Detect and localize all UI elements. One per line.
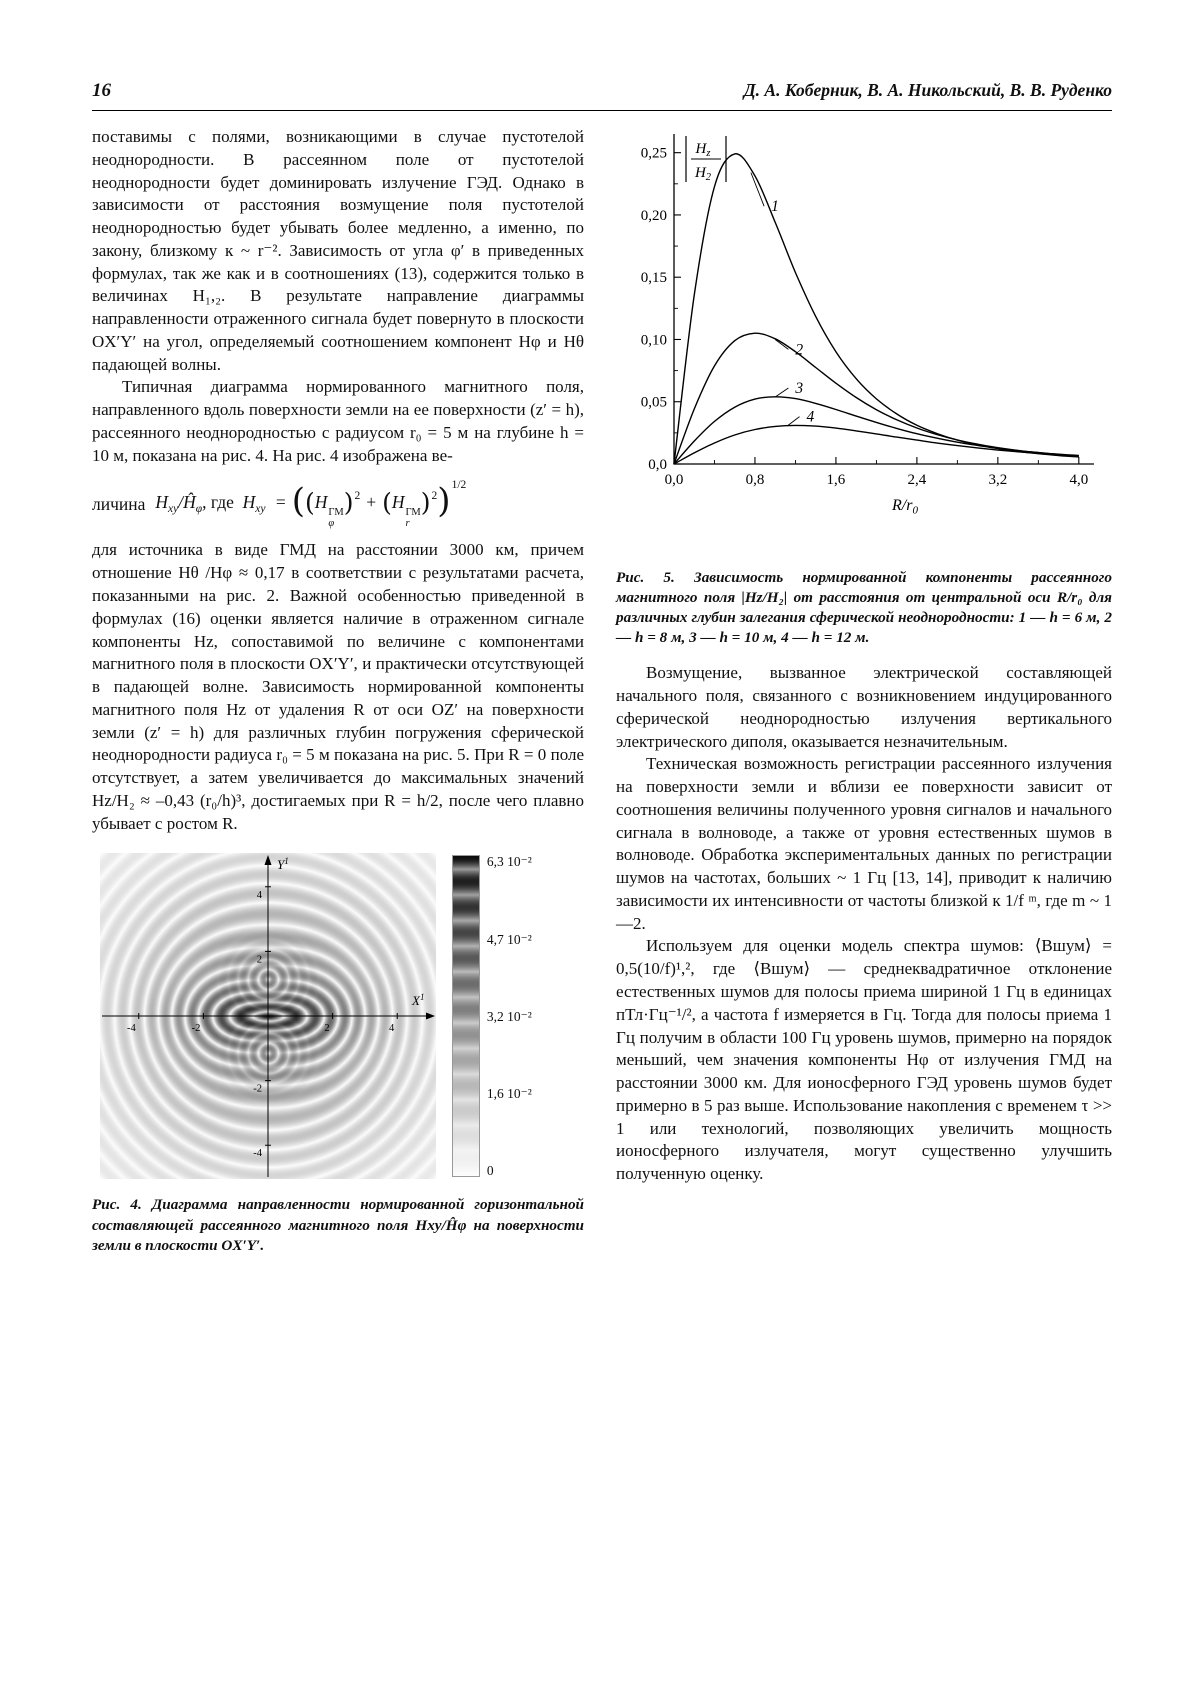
fig4-pattern-plot: [100, 853, 436, 1179]
svg-text:1: 1: [771, 198, 779, 216]
paragraph: Техническая возможность регистрации рассеянного излучения на поверхности земли и вблизи ее поверхности зависит от соотношения величины полученного уровня сигналов и начального сигнала в волноводе, а также от уровня естественных шумов в волноводе. Обработка экспериментальных данных по регистрации шумов на частотах, больших ~ 1 Гц [13, 14], приводит к наличию зависимости их интенсивности от частоты близкой к 1/f ᵐ, где m ~ 1—2.: [616, 754, 1112, 933]
fig4-axes-overlay: [100, 853, 436, 1179]
equation-hxy: [92, 479, 584, 529]
svg-text:3: 3: [795, 380, 804, 398]
fig5-caption: Рис. 5. Зависимость нормированной компоненты рассеянного магнитного поля |Hz/H₂| от расстояния от центральной оси R/r₀ для различных глубин залегания сферической неоднородности: 1 — h = 6 м, 2 — h = 8 м, 3 — h = 10 м, 4 — h = 12 м.: [616, 569, 1112, 647]
colorbar-tick-label: 0: [486, 1162, 494, 1178]
svg-text:2: 2: [256, 954, 262, 966]
paragraph: поставимы с полями, возникающими в случае пустотелой неоднородности. В рассеянном поле от пустотелой неоднородности будет доминировать излучение ГЭД. Однако в зависимости от расстояния возмущение поля пустотелой неоднородностью будет убывать более медленно, а именно, по закону, близкому к ~ r⁻². Зависимость от угла φ′ в приведенных формулах, так же как и в соотношениях (13), содержится только в величинах H₁,₂. В результате направление диаграммы направленности отраженного сигнала будет повернуто в плоскости OX′Y′ на угол, определяемый соотношением компонент Hφ и Hθ падающей волны.: [92, 127, 584, 374]
svg-text:2,4: 2,4: [907, 472, 927, 488]
formula-math: $H_{xy}/Ĥ_\varphi$, где $H_{xy} = ((H$ ГМ φ )$^2$ + (H ГМ r )$^2$)$^{1/2}$: [155, 479, 467, 529]
fig4-colorbar: [452, 855, 532, 1177]
header-rule: [92, 110, 1112, 111]
svg-text:R/r0: $R/r_0$: [892, 497, 918, 517]
formula-lead: личина: [92, 493, 146, 514]
colorbar-tick-label: 3,2 10⁻²: [486, 1008, 532, 1024]
paragraph: Типичная диаграмма нормированного магнитного поля, направленного вдоль поверхности земли на ее поверхности (z′ = h), рассеянного неоднородностью с радиусом r₀ = 5 м на глубине h = 10 м, показана на рис. 4. На рис. 4 изображена ве-: [92, 377, 584, 465]
svg-text:2: 2: [795, 341, 804, 359]
svg-text:-4: -4: [127, 1023, 136, 1035]
svg-text:4: 4: [388, 1023, 395, 1035]
figure-4: [100, 853, 578, 1183]
svg-text:0,0: 0,0: [664, 472, 684, 488]
svg-text:2: 2: [324, 1023, 330, 1035]
svg-text:4: 4: [806, 408, 815, 426]
colorbar-tick-label: 6,3 10⁻²: [486, 854, 532, 870]
authors: Д. А. Коберник, В. А. Никольский, В. В. Руденко: [743, 80, 1112, 100]
figure-5-chart: [616, 120, 1116, 556]
svg-text:0,8: 0,8: [745, 472, 765, 488]
page-number: 16: [92, 80, 111, 101]
svg-text:0,05: 0,05: [640, 394, 667, 411]
page-header: [92, 80, 1112, 102]
fig4-colorbar-canvas: [452, 855, 480, 1177]
fig4-colorbar-labels: [487, 855, 532, 1177]
paragraph: для источника в виде ГМД на расстоянии 3000 км, причем отношение Hθ /Hφ ≈ 0,17 в соответствии с результатами расчета, показанными на рис. 2. Важной особенностью приведенной в формулах (16) оценки является наличие в отраженном сигнале компоненты Hz, сопоставимой по величине с компонентами магнитного поля в плоскости OX′Y′, и практически отсутствующей в падающей волне. Зависимость нормированной компоненты магнитного поля Hz от удаления R от оси OZ′ на поверхности земли (z′ = h) для различных глубин погружения сферической неоднородности радиуса r₀ = 5 м показана на рис. 5. При R = 0 поле отсутствует, а затем увеличивается до максимальных значений Hz/H₂ ≈ –0,43 (r₀/h)³, достигаемых при R = h/2, после чего плавно убывает с ростом R.: [92, 540, 584, 833]
svg-text:3,2: 3,2: [988, 472, 1008, 488]
svg-text:0,25: 0,25: [640, 145, 667, 162]
svg-text:4,0: 4,0: [1069, 472, 1089, 488]
paragraph: Возмущение, вызванное электрической составляющей начального поля, связанного с возникновением индуцированного сферической неоднородностью излучения вертикального электрического диполя, оказывается незначительным.: [616, 663, 1112, 751]
fig4-caption: Рис. 4. Диаграмма направленности нормированной горизонтальной составляющей рассеянного магнитного поля Hxy/Ĥφ на поверхности земли в плоскости OX′Y′.: [92, 1196, 585, 1254]
paragraph: Используем для оценки модель спектра шумов: ⟨Bшум⟩ = 0,5(10/f)¹,², где ⟨Bшум⟩ — среднеквадратичное отклонение естественных шумов для полосы приема шириной 1 Гц в единицах пТл·Гц⁻¹/², а частота f измеряется в Гц. Тогда для полосы приема 1 Гц получим в области 100 Гц уровень шумов, примерно на порядок меньший, чем значения компоненты Hφ от излучения ГМД на расстоянии 3000 км. Для ионосферного ГЭД уровень шумов будет примерно в 5 раз выше. Использование накопления с временем τ >> 1 или технологий, позволяющих увеличить мощность ионосферного излучателя, могут существенно улучшить полученную оценку.: [616, 936, 1112, 1184]
svg-text:H2: $H_2$: [694, 165, 712, 183]
svg-text:0,10: 0,10: [640, 332, 667, 349]
left-column: [92, 126, 584, 1256]
svg-text:X1: $X^1$: [412, 992, 425, 1009]
colorbar-tick-label: 4,7 10⁻²: [486, 931, 532, 947]
svg-text:-4: -4: [253, 1148, 262, 1160]
svg-text:0,20: 0,20: [640, 207, 667, 224]
svg-text:1,6: 1,6: [826, 472, 846, 488]
svg-text:Y1: $Y^1$: [277, 856, 289, 873]
svg-text:-2: -2: [191, 1023, 201, 1035]
svg-text:4: 4: [256, 890, 262, 902]
colorbar-tick-label: 1,6 10⁻²: [486, 1085, 532, 1101]
svg-text:0,0: 0,0: [648, 457, 667, 473]
svg-text:-2: -2: [253, 1084, 262, 1096]
right-column-text: [616, 662, 1112, 1186]
svg-text:Hz: $H_z$: [695, 141, 711, 159]
right-column: [616, 120, 1112, 1186]
svg-text:0,15: 0,15: [640, 270, 667, 287]
